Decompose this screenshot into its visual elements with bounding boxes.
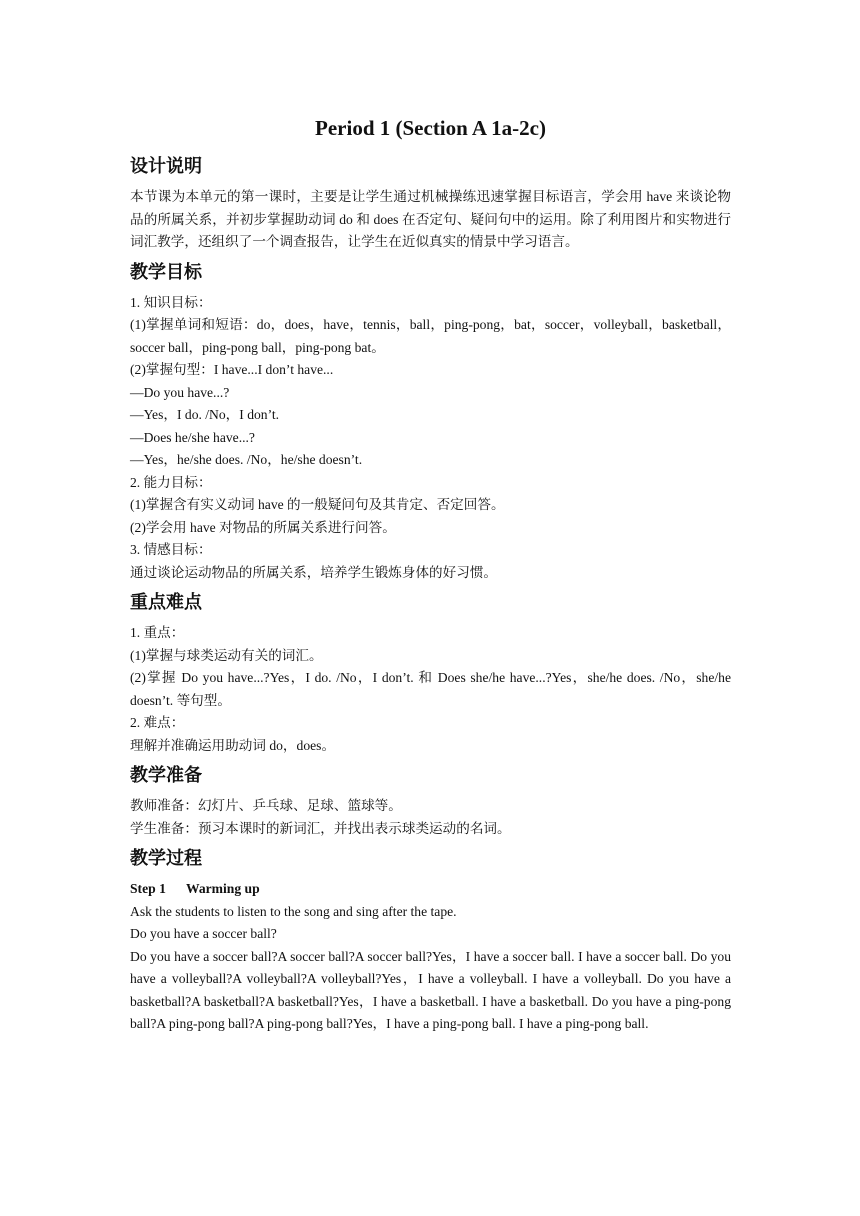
objectives-line: 3. 情感目标：: [130, 542, 212, 557]
objectives-line: 2. 能力目标：: [130, 474, 212, 490]
objectives-line: —Yes，he/she does. /No，he/she doesn’t.: [130, 452, 363, 467]
objectives-line: —Do you have...?: [130, 384, 230, 400]
key-points-line: 理解并准确运用助动词 do，does。: [130, 737, 336, 753]
document-body: [130, 114, 731, 1036]
preparation-heading: 教学准备: [130, 765, 202, 786]
process-line: Ask the students to listen to the song and sing after the tape.: [130, 903, 457, 919]
design-heading: 设计说明: [130, 156, 202, 177]
preparation-line: 学生准备：预习本课时的新词汇，并找出表示球类运动的名词。: [130, 820, 511, 836]
objectives-line: 1. 知识目标：: [130, 294, 212, 310]
key-points-line: (1)掌握与球类运动有关的词汇。: [130, 647, 323, 663]
key-points-heading: 重点难点: [130, 592, 202, 613]
process-paragraph: Do you have a soccer ball?A soccer ball?A soccer ball?Yes，I have a soccer ball. I have a soccer ball. Do you have a volleyball?A volleyball?A volleyball?Yes，I have a volleyball. I have a volleyball. Do you have a basketball?A basketball?A basketball?Yes，I have a basketball. I have a basketball. Do you have a ping-pong ball?A ping-pong ball?A ping-pong ball?Yes，I have a ping-pong ball. I have a ping-pong ball.: [130, 948, 731, 1031]
step-number: Step 1: [130, 881, 166, 896]
step-title: Warming up: [186, 881, 260, 896]
key-points-line: (2)掌握 Do you have...?Yes，I do. /No，I don’t. 和 Does she/he have...?Yes，she/he does. /No，she/he doesn’t. 等句型。: [130, 670, 731, 708]
process-heading: 教学过程: [130, 848, 202, 869]
key-points-line: 2. 难点：: [130, 715, 185, 730]
objectives-line: (1)掌握单词和短语：do，does，have，tennis，ball，ping-pong，bat，soccer，volleyball，basketball，soccer ball，ping-pong ball，ping-pong bat。: [130, 317, 731, 355]
objectives-line: (2)掌握句型：I have...I don’t have...: [130, 362, 334, 377]
page-title: Period 1 (Section A 1a-2c): [315, 116, 546, 140]
objectives-line: —Yes，I do. /No，I don’t.: [130, 407, 280, 422]
objectives-line: (2)学会用 have 对物品的所属关系进行问答。: [130, 519, 396, 535]
objectives-line: (1)掌握含有实义动词 have 的一般疑问句及其肯定、否定回答。: [130, 497, 505, 512]
design-paragraph: 本节课为本单元的第一课时，主要是让学生通过机械操练迅速掌握目标语言，学会用 have 来谈论物品的所属关系，并初步掌握助动词 do 和 does 在否定句、疑问句中的运用。除了利用图片和实物进行词汇教学，还组织了一个调查报告，让学生在近似真实的情景中学习语言。: [130, 189, 731, 249]
objectives-line: 通过谈论运动物品的所属关系，培养学生锻炼身体的好习惯。: [130, 564, 498, 580]
step-heading: [130, 878, 731, 901]
objectives-line: —Does he/she have...?: [130, 429, 255, 445]
key-points-line: 1. 重点：: [130, 625, 185, 640]
process-line: Do you have a soccer ball?: [130, 926, 277, 941]
objectives-heading: 教学目标: [130, 261, 202, 283]
preparation-line: 教师准备：幻灯片、乒乓球、足球、篮球等。: [130, 798, 402, 813]
